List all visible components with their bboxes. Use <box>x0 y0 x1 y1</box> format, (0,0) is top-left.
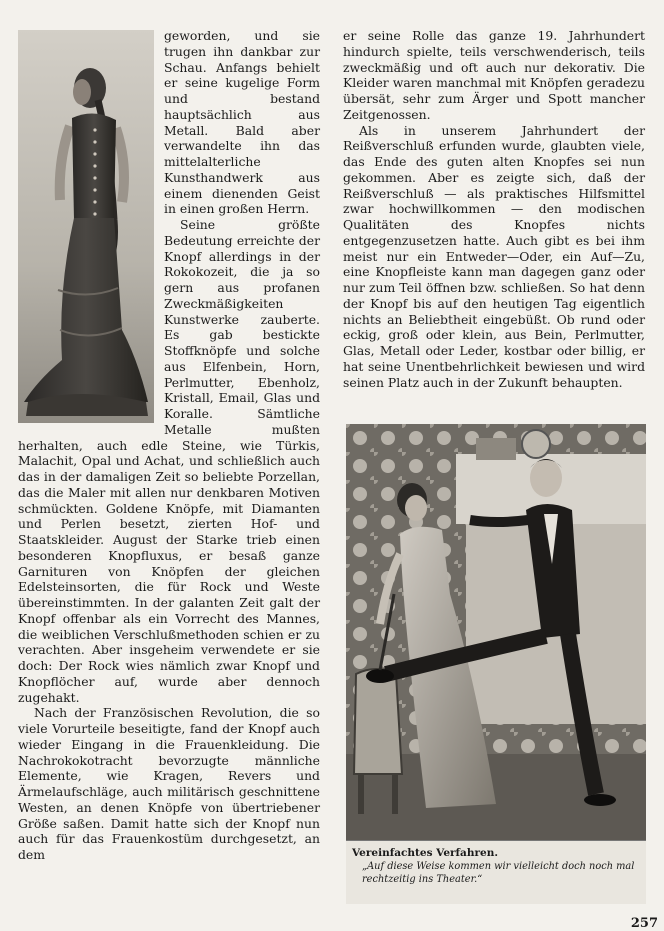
photo-couple-scene <box>346 424 646 840</box>
left-column <box>18 28 320 863</box>
paragraph-1: geworden, und sie trugen ihn dankbar zur Schau. Anfangs behielt er seine kugelige Form und bestand hauptsächlich aus Metall. Bald aber verwandelte ihn das mittelalterliche Kunsthandwerk aus einem dienenden Geist in einen großen Herrn. <box>164 28 320 217</box>
couple-illustration <box>346 424 646 840</box>
photo-caption <box>346 840 646 904</box>
paragraph-2: Seine größte Bedeutung erreichte der Knopf allerdings in der Rokokozeit, die ja so gern aus profanen Zweckmäßigkeiten Kunstwerke zauberte. Es gab bestickte Stoffknöpfe und solche aus Elfenbein, Horn, Perlmutter, Ebenholz, Kristall, Email, Glas und Koralle. Sämtliche Metalle mußten herhalten, auch edle Steine, wie Türkis, Malachit, Opal und Achat, und schließlich auch das in der damaligen Zeit so beliebte Porzellan, das die Maler mit allen nur denkbaren Motiven schmückten. Goldene Knöpfe, mit Diamanten und Perlen besetzt, zierten Hof- und Staatskleider. August der Starke trieb einen besonderen Knopfluxus, er besaß ganze Garnituren von Knöpfen der gleichen Edelsteinsorten, die für Rock und Weste übereinstimmten. In der galanten Zeit galt der Knopf offenbar als ein Vorrecht des Mannes, die weiblichen Verschlußmethoden schien er zu verachten. Aber insgeheim verwendete er sie doch: Der Rock wies nämlich zwar Knopf und Knopflöcher auf, wurde aber dennoch zugehakt. <box>18 217 320 705</box>
paragraph-4: er seine Rolle das ganze 19. Jahrhundert hindurch spielte, teils verschwenderisch, teils zweckmäßig und oft auch nur dekorativ. Die Kleider waren manchmal mit Knöpfen geradezu übersät, sehr zum Ärger und Spott mancher Zeitgenossen. <box>343 28 645 122</box>
photo-woman-illustration <box>18 30 154 423</box>
right-column <box>343 28 645 390</box>
caption-title: Vereinfachtes Verfahren. <box>352 847 498 859</box>
page-number: 257 <box>630 916 658 931</box>
paragraph-5: Als in unserem Jahrhundert der Reißverschluß erfunden wurde, glaubten viele, das Ende des guten alten Knopfes sei nun gekommen. Aber es zeigte sich, daß der Reißverschluß — als praktisches Hilfsmittel zwar hochwillkommen — den modischen Qualitäten des Knopfes nichts entgegenzusetzen hatte. Auch gibt es bei ihm meist nur ein Entweder—Oder, ein Auf—Zu, eine Knopfleiste kann man dagegen ganz oder nur zum Teil öffnen bzw. schließen. So hat denn der Knopf bis auf den heutigen Tag eigentlich nichts an Beliebtheit eingebüßt. Ob rund oder eckig, groß oder klein, aus Bein, Perlmutter, Glas, Metall oder Leder, kostbar oder billig, er hat seine Unentbehrlichkeit bewiesen und wird seinen Platz auch in der Zukunft behaupten. <box>343 122 645 390</box>
paragraph-3: Nach der Französischen Revolution, die so viele Vorurteile beseitigte, fand der Knopf auch wieder Eingang in die Frauenkleidung. Die Nachrokokotracht bevorzugte männliche Elemente, wie Kragen, Revers und Ärmelaufschläge, auch militärisch geschnittene Westen, an denen Knöpfe von übertriebener Größe saßen. Damit hatte sich der Knopf nun auch für das Frauenkostüm durchgesetzt, an dem <box>18 705 320 862</box>
photo-woman-back-view <box>18 30 154 423</box>
caption-text: „Auf diese Weise kommen wir vielleicht doch noch mal rechtzeitig ins Theater.“ <box>362 861 635 885</box>
